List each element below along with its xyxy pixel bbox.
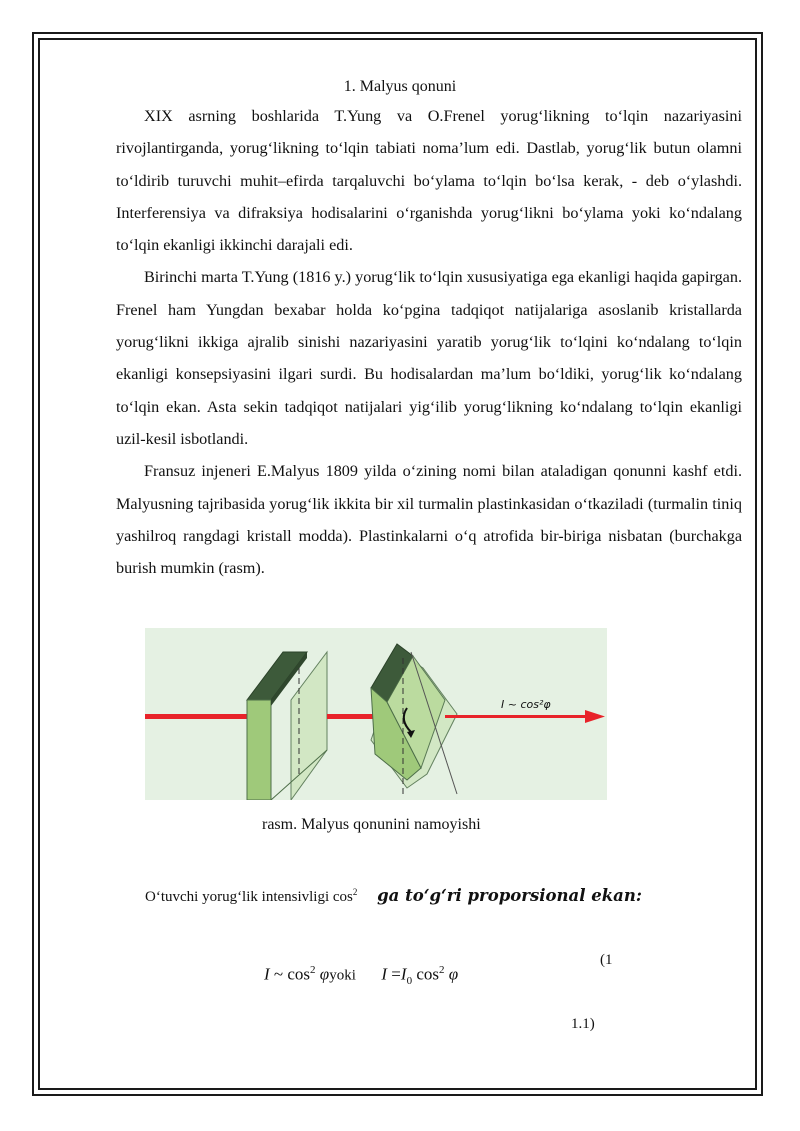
intensity-label: I ~ cos²φ (501, 698, 551, 711)
formula-phi: φ (319, 964, 330, 984)
formula-phi-2: φ (448, 964, 459, 984)
paragraph-3: Fransuz injeneri E.Malyus 1809 yilda o‘zining nomi bilan ataladigan qonunni kashf etdi. Malyusning tajribasida yorug‘lik ikkita bir xil turmalin plastinkasidan o‘tkaziladi (turmalin tiniq yashilroq rangdagi kristall modda). Plastinkalarni o‘q atrofida bir-biriga nisbatan (burchakga burish mumkin (rasm). (116, 462, 742, 578)
intensity-emphasis: ga to‘g‘ri proporsional ekan: (377, 886, 642, 905)
formula-i0: I (400, 964, 407, 984)
equation-number-top: (1 (600, 952, 613, 968)
intensity-statement (145, 886, 642, 906)
formula-power-2: 2 (438, 964, 445, 976)
light-beam-outgoing (445, 715, 585, 718)
formula-sim: ~ (273, 964, 284, 984)
formula-i0-sub: 0 (406, 975, 413, 988)
section-heading: 1. Malyus qonuni (343, 78, 457, 95)
analyzer-plate (371, 644, 457, 794)
body-text (116, 100, 742, 584)
formula-lhs-var: I (264, 964, 270, 984)
formula-eq: = (391, 964, 401, 984)
figure-caption: rasm. Malyus qonunini namoyishi (262, 816, 481, 833)
formula-yoki: yoki (329, 967, 356, 984)
equation-number-bottom: 1.1) (571, 1016, 595, 1032)
paragraph-1: XIX asrning boshlarida T.Yung va O.Frenel yorug‘likning to‘lqin nazariyasini rivojlantirganda, yorug‘likning to‘lqin tabiati noma’lum edi. Dastlab, yorug‘lik butun olamni to‘ldirib turuvchi muhit–efirda tarqaluvchi bo‘ylama to‘lqin bo‘lsa kerak, - deb o‘ylashdi. Interferensiya va difraksiya hodisalarini o‘rganishda yorug‘likni bo‘ylama yoki ko‘ndalang to‘lqin ekanligi ikkinchi darajali edi. (116, 107, 742, 255)
formula-cos: cos (287, 964, 311, 984)
paragraph-2: Birinchi marta T.Yung (1816 y.) yorug‘lik to‘lqin xususiyatiga ega ekanligi haqida gapirgan. Frenel ham Yungdan bexabar holda ko‘pgina tadqiqot natijalariga asoslanib kristallarda yorug‘likni ikkiga ajralib sinishi nazariyasini yaratib yorug‘lik to‘lqini ko‘ndalang to‘lqin ekanligi konsepsiyasini ilgari surdi. Bu hodisalardan ma’lum bo‘ldiki, yorug‘lik ko‘ndalang to‘lqin ekan. Asta sekin tadqiqot natijalari yig‘ilib yorug‘likning ko‘ndalang to‘lqin ekanligi uzil-kesil isbotlandi. (116, 268, 742, 448)
polarizer-plate (247, 652, 327, 800)
light-beam-incoming (145, 714, 255, 719)
malus-formula (264, 964, 458, 987)
formula-power: 2 (310, 964, 316, 976)
formula-cos-2: cos (416, 964, 439, 984)
malus-law-figure (145, 628, 607, 800)
malus-law-diagram (145, 628, 607, 800)
intensity-sup: 2 (352, 887, 358, 897)
formula-rhs-var: I (381, 964, 388, 984)
intensity-prefix: O‘tuvchi yorug‘lik intensivligi cos (145, 889, 353, 905)
beam-arrowhead-icon (585, 710, 605, 723)
